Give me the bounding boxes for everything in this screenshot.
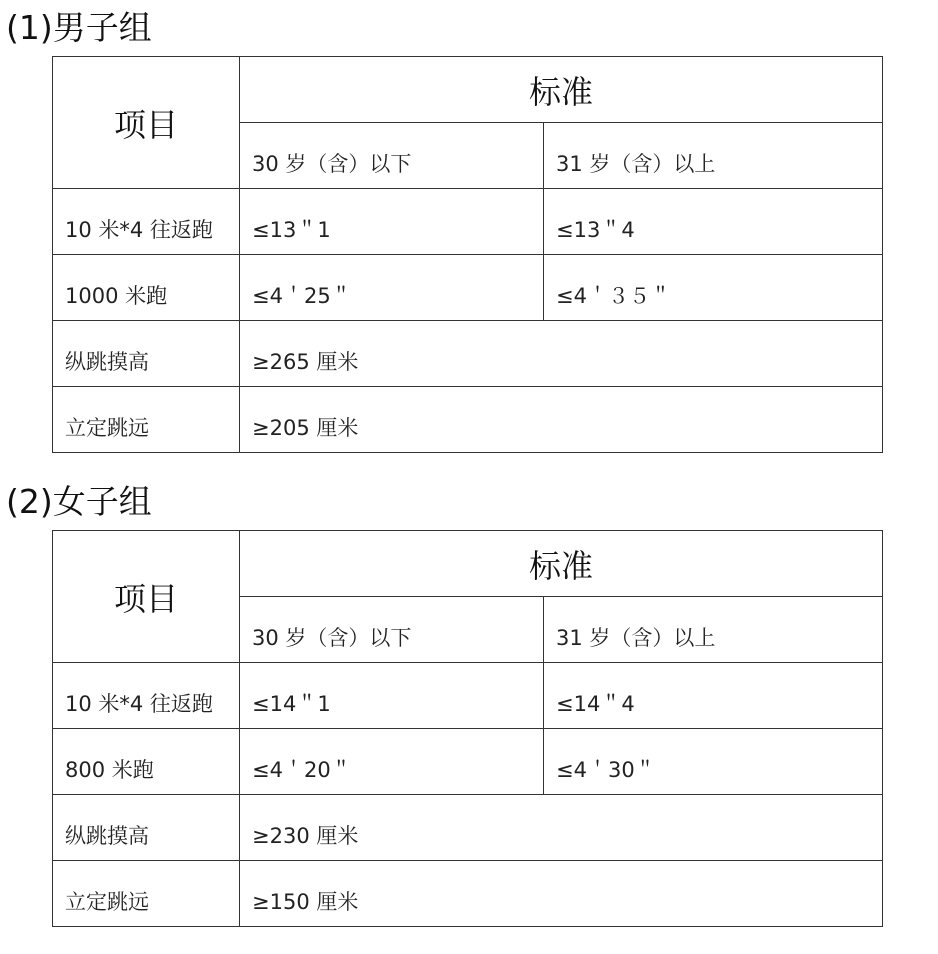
value-cell: ≥150 厘米	[240, 861, 883, 927]
table-row	[53, 387, 883, 453]
men-section-title: (1)男子组	[6, 8, 152, 47]
women-section-title: (2)女子组	[6, 482, 152, 521]
item-header: 项目	[53, 531, 240, 663]
item-cell: 800 米跑	[53, 729, 240, 795]
age-over-31-header: 31 岁（含）以上	[544, 123, 883, 189]
table-row	[53, 729, 883, 795]
over-31-cell: ≤4＇30＂	[544, 729, 883, 795]
table-row	[53, 255, 883, 321]
table-header-row	[53, 531, 883, 597]
over-31-cell: ≤4＇３５＂	[544, 255, 883, 321]
value-cell: ≥205 厘米	[240, 387, 883, 453]
age-under-30-header: 30 岁（含）以下	[240, 123, 544, 189]
over-31-cell: ≤14＂4	[544, 663, 883, 729]
item-cell: 纵跳摸高	[53, 321, 240, 387]
item-cell: 1000 米跑	[53, 255, 240, 321]
item-cell: 纵跳摸高	[53, 795, 240, 861]
under-30-cell: ≤14＂1	[240, 663, 544, 729]
women-standards-table	[52, 530, 883, 927]
item-header: 项目	[53, 57, 240, 189]
value-cell: ≥230 厘米	[240, 795, 883, 861]
value-cell: ≥265 厘米	[240, 321, 883, 387]
table-header-row	[53, 57, 883, 123]
table-row	[53, 189, 883, 255]
table-row	[53, 321, 883, 387]
table-row	[53, 795, 883, 861]
standard-header: 标准	[240, 57, 883, 123]
item-cell: 立定跳远	[53, 861, 240, 927]
under-30-cell: ≤4＇25＂	[240, 255, 544, 321]
men-standards-table	[52, 56, 883, 453]
item-cell: 10 米*4 往返跑	[53, 189, 240, 255]
age-over-31-header: 31 岁（含）以上	[544, 597, 883, 663]
over-31-cell: ≤13＂4	[544, 189, 883, 255]
standard-header: 标准	[240, 531, 883, 597]
under-30-cell: ≤13＂1	[240, 189, 544, 255]
item-cell: 立定跳远	[53, 387, 240, 453]
table-row	[53, 861, 883, 927]
age-under-30-header: 30 岁（含）以下	[240, 597, 544, 663]
under-30-cell: ≤4＇20＂	[240, 729, 544, 795]
table-row	[53, 663, 883, 729]
item-cell: 10 米*4 往返跑	[53, 663, 240, 729]
